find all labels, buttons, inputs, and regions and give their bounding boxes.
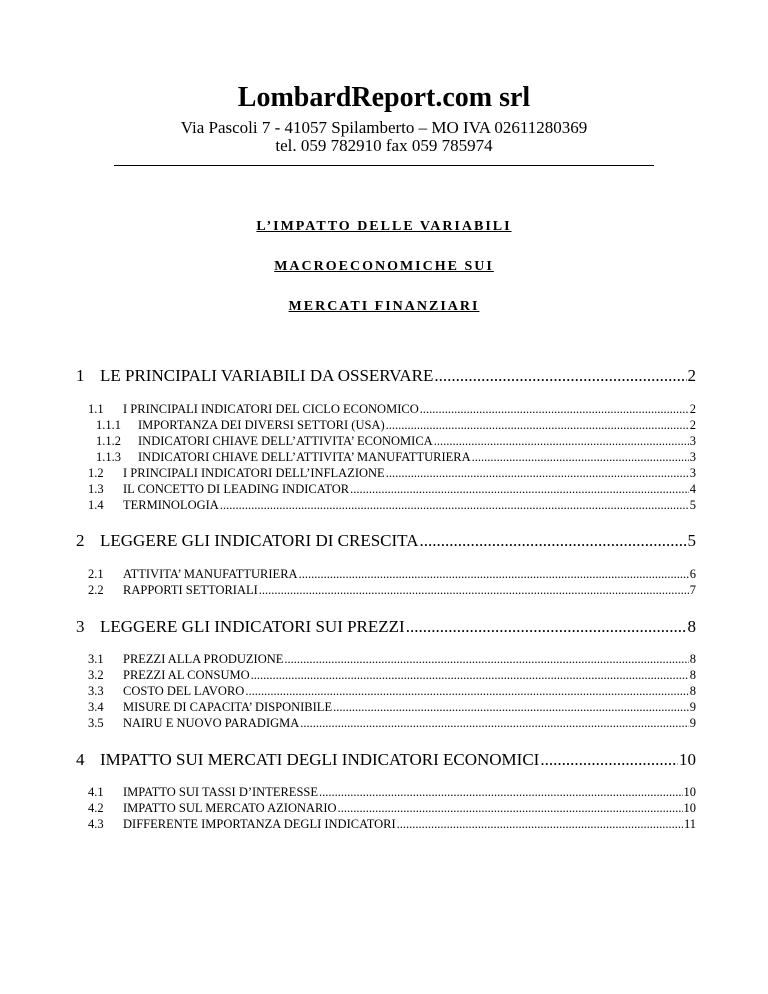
toc-leader xyxy=(333,700,689,715)
company-contacts: tel. 059 782910 fax 059 785974 xyxy=(275,136,493,155)
toc-leader xyxy=(420,402,689,417)
toc-leader xyxy=(434,366,686,386)
toc-number: 2.1 xyxy=(88,567,104,581)
toc-number: 4 xyxy=(76,750,85,769)
toc-number: 3.2 xyxy=(88,668,104,682)
toc-number: 1.1 xyxy=(88,402,104,416)
toc-label: DIFFERENTE IMPORTANZA DEGLI INDICATORI xyxy=(123,817,396,831)
toc-entry-3[interactable] xyxy=(76,617,696,637)
toc-page: 4 xyxy=(689,482,696,496)
toc-page: 6 xyxy=(689,567,696,581)
toc-label: MISURE DI CAPACITA’ DISPONIBILE xyxy=(123,700,333,714)
document-title-line2: MACROECONOMICHE SUI xyxy=(274,259,494,274)
toc-label: I PRINCIPALI INDICATORI DELL’INFLAZIONE xyxy=(123,466,385,480)
toc-page: 2 xyxy=(689,402,696,416)
toc-leader xyxy=(386,466,689,481)
toc-label: LE PRINCIPALI VARIABILI DA OSSERVARE xyxy=(100,366,434,385)
toc-entry-1-1-2[interactable] xyxy=(96,434,696,449)
toc-label: I PRINCIPALI INDICATORI DEL CICLO ECONOMICO xyxy=(123,402,419,416)
toc-page: 3 xyxy=(689,450,696,464)
toc-leader xyxy=(397,817,683,832)
document-title-line3: MERCATI FINANZIARI xyxy=(288,299,480,314)
toc-entry-4-3[interactable] xyxy=(88,817,696,832)
toc-number: 4.2 xyxy=(88,801,104,815)
toc-page: 5 xyxy=(689,498,696,512)
toc-entry-2-2[interactable] xyxy=(88,583,696,598)
toc-entry-3-3[interactable] xyxy=(88,684,696,699)
toc-number: 1 xyxy=(76,366,85,385)
toc-page: 2 xyxy=(687,366,696,385)
toc-number: 3.4 xyxy=(88,700,104,714)
toc-page: 10 xyxy=(683,801,696,815)
header-divider xyxy=(114,165,654,166)
toc-leader xyxy=(220,498,689,513)
toc-entry-4-2[interactable] xyxy=(88,801,696,816)
toc-entry-1-2[interactable] xyxy=(88,466,696,481)
toc-leader xyxy=(251,668,689,683)
toc-page: 11 xyxy=(683,817,696,831)
toc-label: PREZZI ALLA PRODUZIONE xyxy=(123,652,284,666)
document-title-line1: L’IMPATTO DELLE VARIABILI xyxy=(256,219,512,234)
toc-label: PREZZI AL CONSUMO xyxy=(123,668,250,682)
toc-entry-1-3[interactable] xyxy=(88,482,696,497)
toc-label: INDICATORI CHIAVE DELL’ATTIVITA’ ECONOMICA xyxy=(138,434,433,448)
toc-label: IMPATTO SUL MERCATO AZIONARIO xyxy=(123,801,337,815)
toc-entry-1-1[interactable] xyxy=(88,402,696,417)
toc-label: IMPORTANZA DEI DIVERSI SETTORI (USA) xyxy=(138,418,385,432)
toc-number: 3.5 xyxy=(88,716,104,730)
toc-page: 8 xyxy=(689,684,696,698)
company-address: Via Pascoli 7 - 41057 Spilamberto – MO IVA 02611280369 xyxy=(180,118,588,137)
toc-label: IMPATTO SUI TASSI D’INTERESSE xyxy=(123,785,318,799)
toc-leader xyxy=(406,617,687,637)
toc-number: 1.1.3 xyxy=(96,450,121,464)
toc-entry-4[interactable] xyxy=(76,750,696,770)
toc-leader xyxy=(259,583,689,598)
toc-leader xyxy=(300,716,688,731)
toc-leader xyxy=(540,750,678,770)
toc-number: 1.3 xyxy=(88,482,104,496)
toc-label: IL CONCETTO DI LEADING INDICATOR xyxy=(123,482,350,496)
toc-entry-3-4[interactable] xyxy=(88,700,696,715)
toc-leader xyxy=(338,801,683,816)
toc-leader xyxy=(284,652,688,667)
toc-entry-2[interactable] xyxy=(76,531,696,551)
toc-leader xyxy=(472,450,689,465)
toc-leader xyxy=(245,684,688,699)
toc-entry-3-2[interactable] xyxy=(88,668,696,683)
toc-leader xyxy=(386,418,689,433)
toc-page: 10 xyxy=(683,785,696,799)
toc-page: 9 xyxy=(689,716,696,730)
toc-label: LEGGERE GLI INDICATORI SUI PREZZI xyxy=(100,617,405,636)
toc-entry-1-4[interactable] xyxy=(88,498,696,513)
toc-entry-1-1-1[interactable] xyxy=(96,418,696,433)
toc-entry-1-1-3[interactable] xyxy=(96,450,696,465)
toc-number: 3 xyxy=(76,617,85,636)
toc-number: 1.1.2 xyxy=(96,434,121,448)
toc-leader xyxy=(299,567,689,582)
toc-label: COSTO DEL LAVORO xyxy=(123,684,245,698)
toc-label: IMPATTO SUI MERCATI DEGLI INDICATORI ECONOMICI xyxy=(100,750,540,769)
toc-leader xyxy=(434,434,689,449)
toc-entry-3-1[interactable] xyxy=(88,652,696,667)
toc-entry-4-1[interactable] xyxy=(88,785,696,800)
toc-entry-1[interactable] xyxy=(76,366,696,386)
toc-label: ATTIVITA’ MANUFATTURIERA xyxy=(123,567,298,581)
toc-page: 10 xyxy=(679,750,696,769)
toc-label: NAIRU E NUOVO PARADIGMA xyxy=(123,716,300,730)
toc-number: 1.1.1 xyxy=(96,418,121,432)
toc-page: 5 xyxy=(687,531,696,550)
toc-number: 4.3 xyxy=(88,817,104,831)
toc-page: 8 xyxy=(689,652,696,666)
toc-page: 8 xyxy=(689,668,696,682)
toc-page: 9 xyxy=(689,700,696,714)
toc-page: 3 xyxy=(689,466,696,480)
toc-page: 7 xyxy=(689,583,696,597)
company-name: LombardReport.com srl xyxy=(237,82,531,113)
toc-entry-3-5[interactable] xyxy=(88,716,696,731)
toc-page: 3 xyxy=(689,434,696,448)
toc-number: 3.1 xyxy=(88,652,104,666)
toc-leader xyxy=(350,482,689,497)
toc-page: 8 xyxy=(687,617,696,636)
toc-number: 1.2 xyxy=(88,466,104,480)
toc-number: 4.1 xyxy=(88,785,104,799)
toc-leader xyxy=(319,785,683,800)
toc-number: 2 xyxy=(76,531,85,550)
toc-label: LEGGERE GLI INDICATORI DI CRESCITA xyxy=(100,531,419,550)
toc-page: 2 xyxy=(689,418,696,432)
toc-leader xyxy=(419,531,686,551)
toc-entry-2-1[interactable] xyxy=(88,567,696,582)
toc-label: TERMINOLOGIA xyxy=(123,498,219,512)
toc-label: RAPPORTI SETTORIALI xyxy=(123,583,258,597)
toc-number: 1.4 xyxy=(88,498,104,512)
toc-number: 3.3 xyxy=(88,684,104,698)
toc-number: 2.2 xyxy=(88,583,104,597)
toc-label: INDICATORI CHIAVE DELL’ATTIVITA’ MANUFATTURIERA xyxy=(138,450,471,464)
